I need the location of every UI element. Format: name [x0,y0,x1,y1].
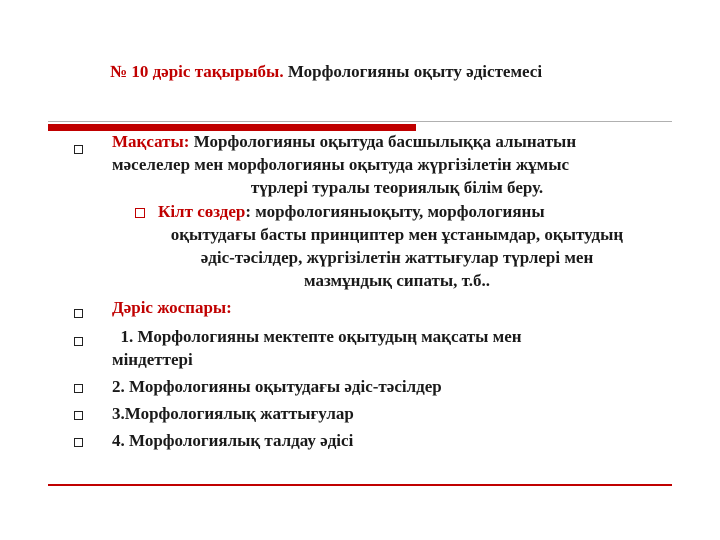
keywords-line-3: әдіс-тәсілдер, жүргізілетін жаттығулар түрлері мен [200,248,594,267]
bullet-square-icon [135,208,145,218]
bottom-divider [48,484,672,486]
slide-title [110,62,690,82]
keywords-colon: : [245,202,252,221]
bullet-square-icon [74,337,83,346]
plan-item-1-line-2: міндеттері [112,350,193,369]
goal-label: Мақсаты: [112,132,190,151]
bullet-square-icon [74,145,83,154]
plan-item-3: 3.Морфологиялық жаттығулар [112,404,354,423]
bullet-square-icon [74,384,83,393]
keywords-line-2: оқытудағы басты принциптер мен ұстанымдар, оқытудың [170,225,624,244]
title-divider-thin [48,121,672,122]
keywords-line-1 [158,201,678,224]
plan-label: Дәріс жоспары: [112,298,232,317]
goal-line-1 [112,131,682,154]
keywords-text-1: морфологияныоқыту, морфологияны [251,202,545,221]
keywords-label: Кілт сөздер [158,202,246,221]
plan-item-1-line-1: 1. Морфологияны мектепте оқытудың мақсаты мен [112,327,522,346]
bullet-square-icon [74,411,83,420]
title-topic: Морфологияны оқыту әдістемесі [283,62,543,81]
goal-line-3: түрлері туралы теориялық білім беру. [250,178,544,197]
bullet-square-icon [74,438,83,447]
plan-item-4: 4. Морфологиялық талдау әдісі [112,431,354,450]
title-divider-red [48,124,416,131]
keywords-line-4: мазмұндық сипаты, т.б.. [304,271,490,290]
bullet-square-icon [74,309,83,318]
goal-line-2: мәселелер мен морфологияны оқытуда жүргізілетін жұмыс [112,155,570,174]
goal-text-1: Морфологияны оқытуда басшылыққа алынатын [189,132,577,151]
title-lecture-number: № 10 дәріс тақырыбы. [110,62,284,81]
plan-item-2: 2. Морфологияны оқытудағы әдіс-тәсілдер [112,377,442,396]
